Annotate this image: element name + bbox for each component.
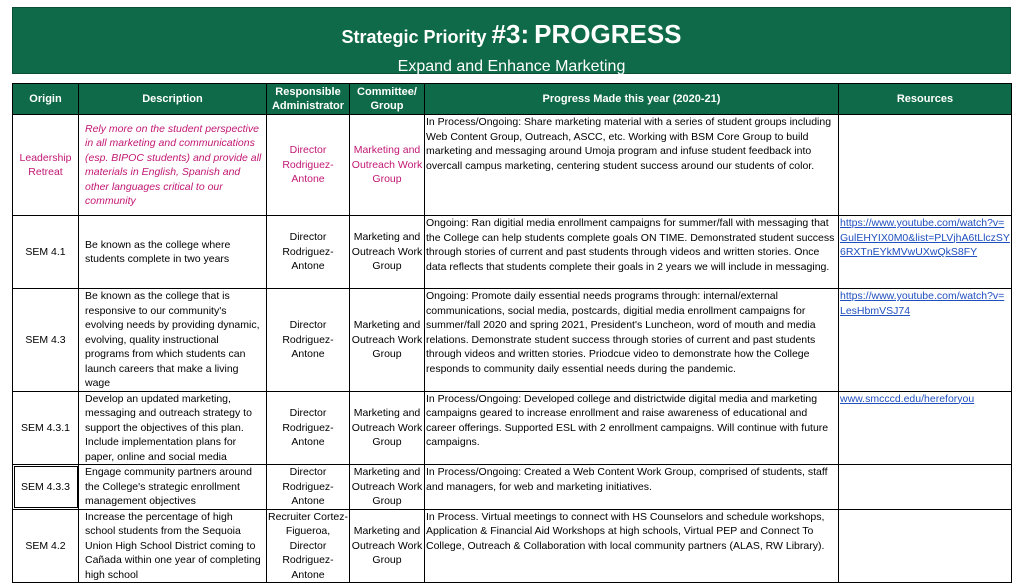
header-description: Description	[79, 84, 267, 115]
title-prefix: Strategic Priority	[341, 27, 487, 47]
header-resources: Resources	[839, 84, 1012, 115]
row-progress: In Process/Ongoing: Developed college and districtwide digital media and marketing campaigns geared to increase enrollment and raise awareness of educational and career offerings. Supported ESL with 2 enrollment campaigns. Will continue with future campaigns.	[425, 391, 839, 465]
row-origin: SEM 4.3.3	[13, 465, 79, 510]
row-resource	[839, 289, 1012, 392]
row-responsible: Director Rodriguez-Antone	[267, 216, 350, 289]
row-committee: Marketing and Outreach Work Group	[350, 216, 425, 289]
row-responsible: Director Rodriguez-Antone	[267, 465, 350, 510]
row-resource	[839, 216, 1012, 289]
row-description: Be known as the college that is responsive to our community's evolving needs by providing dynamic, evolving, quality instructional programs from which students can launch careers that make a living wage	[79, 289, 267, 392]
youtube-link[interactable]: https://www.youtube.com/watch?v=LesHbmVSJ74	[840, 290, 1005, 317]
row-committee: Marketing and Outreach Work Group	[350, 465, 425, 510]
progress-table	[12, 83, 1012, 583]
table-row	[13, 509, 1012, 583]
row-origin: SEM 4.1	[13, 216, 79, 289]
title-number: #3:	[491, 19, 530, 49]
row-responsible: Director Rodriguez-Antone	[267, 115, 350, 216]
website-link[interactable]: www.smcccd.edu/hereforyou	[840, 392, 975, 405]
row-origin: SEM 4.2	[13, 509, 79, 583]
header-responsible: Responsible Administrator	[267, 84, 350, 115]
row-resource	[839, 391, 1012, 465]
row-responsible: Director Rodriguez-Antone	[267, 391, 350, 465]
row-responsible: Director Rodriguez-Antone	[267, 289, 350, 392]
row-origin: SEM 4.3.1	[13, 391, 79, 465]
row-committee: Marketing and Outreach Work Group	[350, 391, 425, 465]
title-banner	[12, 7, 1011, 74]
row-origin: SEM 4.3	[13, 289, 79, 392]
row-resource	[839, 509, 1012, 583]
row-progress: In Process/Ongoing: Share marketing material with a series of student groups including Web Content Group, Outreach, ASCC, etc. Working with BSM Core Group to build marketing and messaging around Umoja program and infuse student feedback into overcall campus marketing, centering student success around our students of color.	[425, 115, 839, 216]
header-origin: Origin	[13, 84, 79, 115]
header-committee: Committee/ Group	[350, 84, 425, 115]
table-row	[13, 289, 1012, 392]
row-resource	[839, 115, 1012, 216]
header-row	[13, 84, 1012, 115]
row-resource	[839, 465, 1012, 510]
title-word: PROGRESS	[534, 19, 682, 49]
row-progress: In Process/Ongoing: Created a Web Content Work Group, comprised of students, staff and managers, for web and marketing initiatives.	[425, 465, 839, 510]
banner-subtitle: Expand and Enhance Marketing	[397, 58, 626, 75]
row-responsible: Recruiter Cortez-Figueroa, Director Rodriguez-Antone	[268, 510, 348, 581]
row-progress: Ongoing: Promote daily essential needs programs through: internal/external communications, social media, postcards, digitial media enrollment campaigns for summer/fall 2020 and spring 2021, President's Luncheon, word of mouth and media relations. Demonstrate student success through stories of current and past students through videos and written stories. Priodcue video to demonstrate how the College responds to community daily essential needs during the pandemic.	[425, 289, 839, 392]
row-description: Be known as the college where students complete in two years	[79, 216, 267, 289]
row-description: Rely more on the student perspective in all marketing and communications (esp. BIPOC students) and provide all materials in English, Spanish and other languages critical to our community	[79, 115, 267, 216]
banner-title	[13, 20, 1010, 51]
row-progress: Ongoing: Ran digitial media enrollment campaigns for summer/fall with messaging that the College can help students complete goals ON TIME. Demonstrated student success through stories of current and past students through videos and written stories. Once data reflects that students complete their goals in 2 years we will include in messaging.	[425, 216, 839, 289]
table-row	[13, 465, 1012, 510]
header-progress: Progress Made this year (2020-21)	[425, 84, 839, 115]
row-committee: Marketing and Outreach Work Group	[350, 509, 425, 583]
row-description: Engage community partners around the College's strategic enrollment management objectives	[79, 465, 267, 510]
youtube-link[interactable]: https://www.youtube.com/watch?v=GulEHYIX0M0&list=PLVjhA6tLlczSY6RXTnEYkMVwUXwQkS8FY	[840, 217, 1010, 258]
row-progress: In Process. Virtual meetings to connect with HS Counselors and schedule workshops, Application & Financial Aid Workshops at high schools, Virtual PEP and Connect To College, Outreach & Collaboration with local community partners (ALAS, RW Library).	[425, 509, 839, 583]
row-description: Develop an updated marketing, messaging and outreach strategy to support the objectives of this plan. Include implementation plans for paper, online and social media	[79, 391, 267, 465]
table-row	[13, 216, 1012, 289]
row-origin: Leadership Retreat	[13, 115, 79, 216]
row-description: Increase the percentage of high school students from the Sequoia Union High School District coming to Cañada within one year of completing high school	[79, 509, 267, 583]
row-committee: Marketing and Outreach Work Group	[350, 115, 425, 216]
row-committee: Marketing and Outreach Work Group	[350, 289, 425, 392]
table-row	[13, 391, 1012, 465]
table-row	[13, 115, 1012, 216]
